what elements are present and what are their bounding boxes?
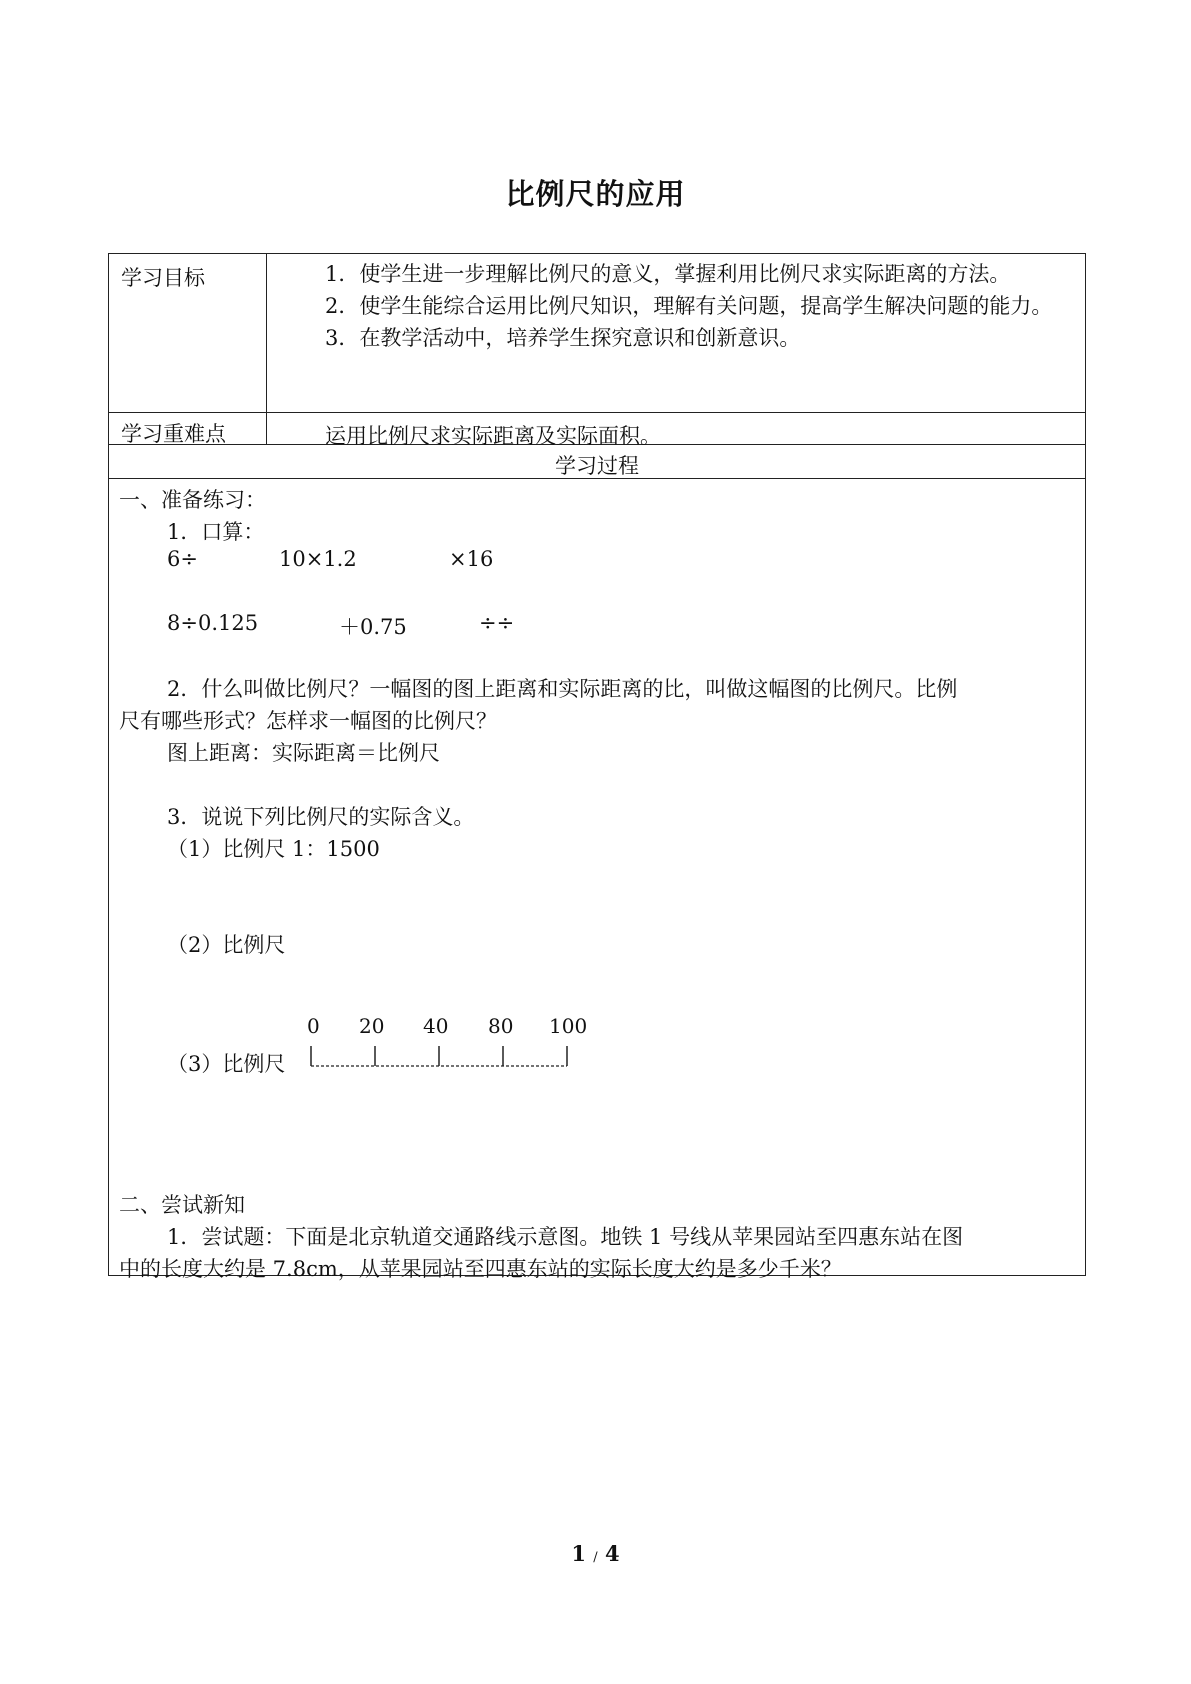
goal-item: 2．使学生能综合运用比例尺知识，理解有关问题，提高学生解决问题的能力。 [325, 294, 1053, 318]
scale-tick-label: 0 [307, 1014, 320, 1038]
row-divider [109, 412, 1085, 413]
calc-item: ＋0.75 [339, 615, 407, 639]
scale-tick-label: 80 [488, 1014, 514, 1038]
item-text: 中的长度大约是 7.8cm，从苹果园站至四惠东站的实际长度大约是多少千米？ [119, 1257, 842, 1281]
keypoint-text: 运用比例尺求实际距离及实际面积。 [325, 424, 661, 448]
item-text: 3．说说下列比例尺的实际含义。 [167, 805, 475, 829]
scale-tick-label: 100 [549, 1014, 588, 1038]
sub-item: （1）比例尺 1：1500 [167, 837, 380, 861]
lesson-table [108, 253, 1086, 1281]
sub-item: （2）比例尺 [167, 933, 286, 957]
goals-label: 学习目标 [121, 266, 205, 290]
calc-item: 8÷0.125 [167, 611, 259, 635]
page-current: 1 [571, 1541, 586, 1566]
goal-item: 3．在教学活动中，培养学生探究意识和创新意识。 [325, 326, 801, 350]
scale-bar-graphic [307, 1014, 607, 1074]
formula-text: 图上距离：实际距离＝比例尺 [167, 741, 440, 765]
keypoint-label: 学习重难点 [121, 422, 226, 446]
section-heading: 二、尝试新知 [119, 1193, 245, 1217]
scale-tick-label: 40 [423, 1014, 449, 1038]
goal-item: 1．使学生进一步理解比例尺的意义，掌握利用比例尺求实际距离的方法。 [325, 262, 1011, 286]
calc-item: 10×1.2 [279, 547, 357, 571]
calc-item: 6÷ [167, 547, 198, 571]
section-heading: 一、准备练习： [119, 488, 266, 512]
line-scale [307, 1014, 607, 1074]
item-text: 1．口算： [167, 520, 265, 544]
calc-item: ×16 [449, 547, 494, 571]
calc-item: ÷÷ [479, 611, 515, 635]
item-text: 2．什么叫做比例尺？一幅图的图上距离和实际距离的比，叫做这幅图的比例尺。比例 [167, 677, 958, 701]
page-title: 比例尺的应用 [505, 177, 686, 211]
page-total: 4 [605, 1541, 620, 1566]
goals-list [277, 258, 1077, 354]
column-divider [266, 254, 267, 444]
sub-item: （3）比例尺 [167, 1052, 286, 1076]
scale-tick-label: 20 [359, 1014, 385, 1038]
process-title: 学习过程 [555, 454, 639, 478]
item-text: 尺有哪些形式？怎样求一幅图的比例尺？ [119, 709, 497, 733]
page-separator: / [593, 1550, 598, 1565]
item-text: 1．尝试题：下面是北京轨道交通路线示意图。地铁 1 号线从苹果园站至四惠东站在图 [167, 1225, 964, 1249]
page-number [0, 1541, 1191, 1566]
